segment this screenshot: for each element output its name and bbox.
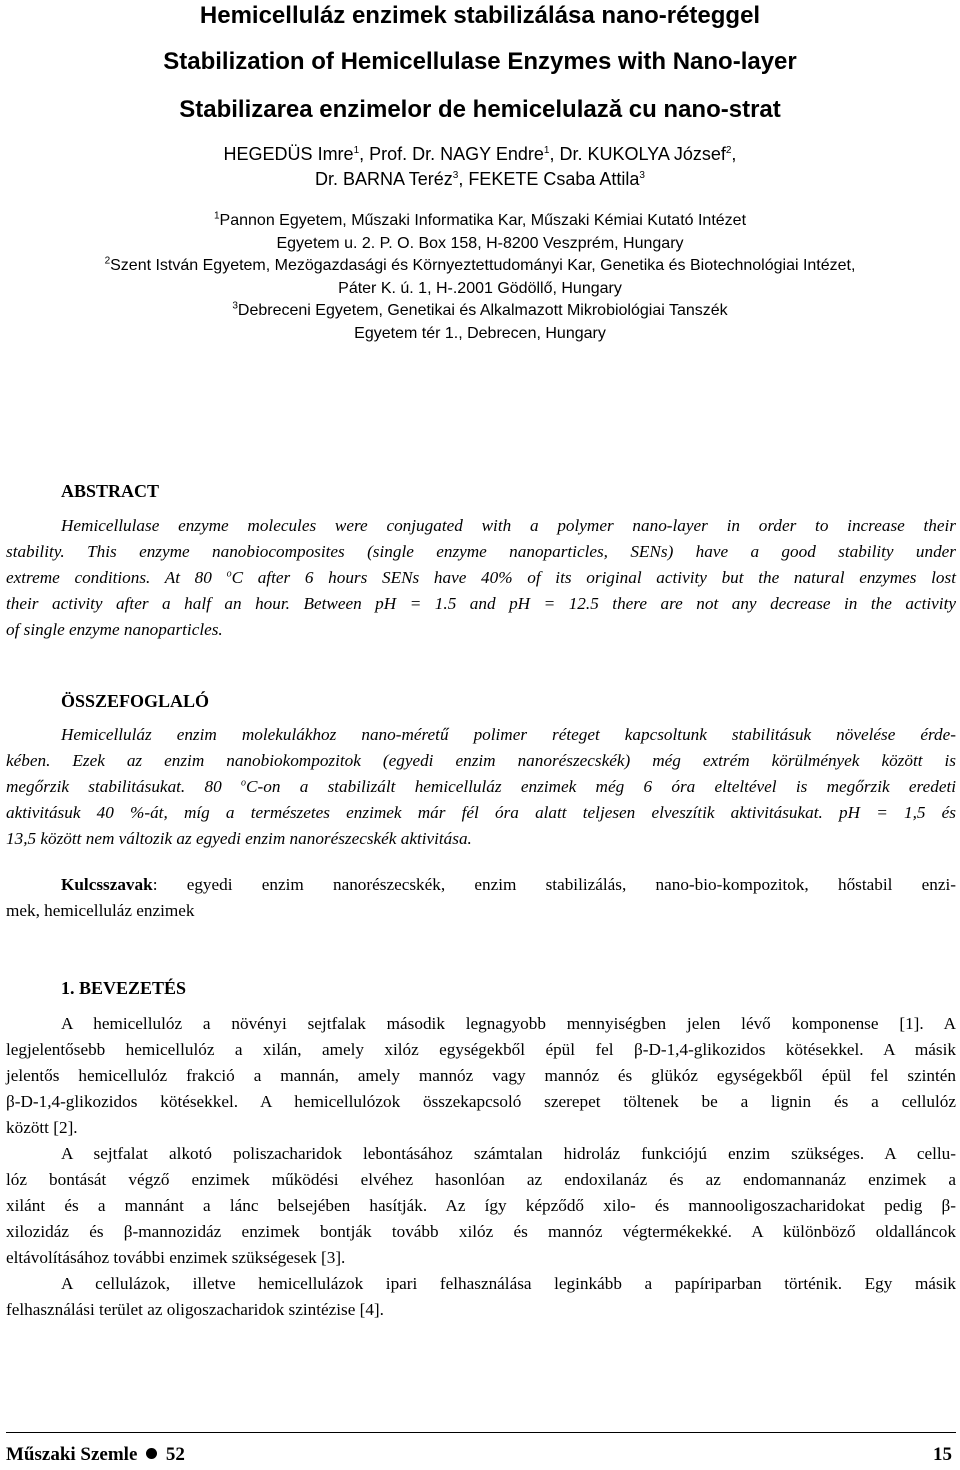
intro-line: jelentős hemicellulóz frakció a mannán, amely mannóz vagy mannóz és glükóz egységekből épül fel szintén xyxy=(6,1066,956,1085)
intro-line: lóz bontását végző enzimek működési elvéhez hasonlóan az endoxilanáz és az endomannanáz enzimek a xyxy=(6,1170,956,1189)
affiliation-1-line-2: Egyetem u. 2. P. O. Box 158, H-8200 Veszprém, Hungary xyxy=(276,234,684,252)
keywords-line xyxy=(6,872,956,898)
journal-issue: 52 xyxy=(165,1444,185,1465)
author-name: , Dr. KUKOLYA József xyxy=(549,144,726,164)
affiliation-marker: 1 xyxy=(543,145,550,156)
affiliation-1-line-1 xyxy=(0,210,960,233)
affiliation-text: Szent István Egyetem, Mezögazdasági és Környeztettudományi Kar, Genetika és Biotechnológiai Intézet, xyxy=(110,257,856,275)
affiliation-3-line-2: Egyetem tér 1., Debrecen, Hungary xyxy=(354,324,606,342)
degree-superscript: o xyxy=(226,568,232,580)
affiliation-2-line-1 xyxy=(0,255,960,278)
affiliation-list xyxy=(0,210,960,346)
keywords-label: Kulcsszavak xyxy=(61,875,153,894)
author-line-1 xyxy=(0,142,960,167)
osszefoglalo-line: 13,5 között nem változik az egyedi enzim nanorészecskék aktivitása. xyxy=(6,829,472,848)
author-name: HEGEDÜS Imre xyxy=(223,144,354,164)
author-list xyxy=(0,142,960,192)
intro-line: A sejtfalat alkotó poliszacharidok lebontásához számtalan hidroláz funkciójú enzim szükséges. A cellu- xyxy=(61,1144,956,1163)
affiliation-marker: 2 xyxy=(104,255,111,267)
osszefoglalo-heading: ÖSSZEFOGLALÓ xyxy=(61,691,210,711)
abstract-line: stability. This enzyme nanobiocomposites (single enzyme nanoparticles, SENs) have a good stability under xyxy=(6,542,956,561)
keywords-line: mek, hemicelluláz enzimek xyxy=(6,901,195,920)
intro-line: β-D-1,4-glikozidos kötésekkel. A hemicellulózok összekapcsoló szerepet töltenek be a lignin és a cellulóz xyxy=(6,1092,956,1111)
affiliation-marker: 2 xyxy=(725,145,732,156)
affiliation-3-line-1 xyxy=(0,300,960,323)
intro-line: xilozidáz és β-mannozidáz enzimek bontják tovább xilóz és mannóz végtermékekké. A különböző oldalláncok xyxy=(6,1222,956,1241)
intro-line: eltávolításához további enzimek szükségesek [3]. xyxy=(6,1248,346,1267)
osszefoglalo-line: kében. Ezek az enzim nanobiokompozitok (egyedi enzim nanorészecskék) még extrém körülmények között is xyxy=(6,751,956,770)
abstract-fragment: extreme conditions. At 80 xyxy=(6,568,227,587)
bullet-icon xyxy=(146,1448,157,1459)
title-romanian: Stabilizarea enzimelor de hemicelulază cu nano-strat xyxy=(179,96,781,123)
author-name: Dr. BARNA Teréz xyxy=(315,169,453,189)
footer-journal xyxy=(6,1444,185,1466)
affiliation-marker: 3 xyxy=(452,170,459,181)
intro-line: között [2]. xyxy=(6,1118,78,1137)
degree-superscript: o xyxy=(241,777,247,789)
title-hungarian: Hemicelluláz enzimek stabilizálása nano-réteggel xyxy=(199,2,761,29)
affiliation-marker: 1 xyxy=(213,210,220,222)
affiliation-marker: 1 xyxy=(353,145,360,156)
abstract-line: their activity after a half an hour. Between pH = 1.5 and pH = 12.5 there are not any decrease in the activity xyxy=(6,594,956,613)
abstract-fragment: C after 6 hours SENs have 40% of its original activity but the natural enzymes lost xyxy=(231,568,956,587)
author-line-2 xyxy=(0,167,960,192)
page-number: 15 xyxy=(933,1444,952,1465)
title-english: Stabilization of Hemicellulase Enzymes with Nano-layer xyxy=(163,48,797,75)
osszefoglalo-fragment: megőrzik stabilitásukat. 80 xyxy=(6,777,242,796)
osszefoglalo-fragment: C-on a stabilizált hemicelluláz enzimek még 6 óra elteltével is megőrzik eredeti xyxy=(246,777,957,796)
intro-line: felhasználási terület az oligoszacharidok szintézise [4]. xyxy=(6,1300,384,1319)
introduction-heading: 1. BEVEZETÉS xyxy=(61,978,187,998)
intro-line: legjelentősebb hemicellulóz a xilán, amely xilóz egységekből épül fel β-D-1,4-glikozidos kötésekkel. A másik xyxy=(6,1040,956,1059)
abstract-line xyxy=(6,565,956,591)
intro-line: xilánt és a mannánt a lánc belsejében hasítják. Az így képződő xilo- és mannooligoszacharidokat pedig β- xyxy=(6,1196,956,1215)
author-name: , Prof. Dr. NAGY Endre xyxy=(359,144,544,164)
keywords-text: : egyedi enzim nanorészecskék, enzim stabilizálás, nano-bio-kompozitok, hőstabil enzi- xyxy=(152,875,956,894)
author-separator: , xyxy=(731,144,737,164)
affiliation-text: Pannon Egyetem, Műszaki Informatika Kar, Műszaki Kémiai Kutató Intézet xyxy=(219,212,747,229)
introduction-text xyxy=(6,1011,956,1323)
osszefoglalo-line: Hemicelluláz enzim molekulákhoz nano-méretű polimer réteget kapcsoltunk stabilitásuk növelése érde- xyxy=(61,725,956,744)
osszefoglalo-line xyxy=(6,774,956,800)
intro-line: A cellulázok, illetve hemicellulázok ipari felhasználása leginkább a papíriparban történik. Egy másik xyxy=(61,1274,956,1293)
journal-name: Műszaki Szemle xyxy=(6,1444,138,1465)
abstract-line: of single enzyme nanoparticles. xyxy=(6,620,223,639)
intro-line: A hemicellulóz a növényi sejtfalak második legnagyobb mennyiségben jelen lévő komponense [1]. A xyxy=(61,1014,956,1033)
abstract-heading: ABSTRACT xyxy=(61,481,160,501)
osszefoglalo-line: aktivitásuk 40 %-át, míg a természetes enzimek már fél óra alatt teljesen elveszítik aktivitásukat. pH = 1,5 és xyxy=(6,803,956,822)
affiliation-marker: 3 xyxy=(639,170,645,181)
affiliation-marker: 3 xyxy=(232,301,238,313)
affiliation-text: Debreceni Egyetem, Genetikai és Alkalmazott Mikrobiológiai Tanszék xyxy=(237,302,728,320)
affiliation-2-line-2: Páter K. ú. 1, H-.2001 Gödöllő, Hungary xyxy=(338,279,622,297)
keywords xyxy=(6,872,956,924)
abstract-line: Hemicellulase enzyme molecules were conjugated with a polymer nano-layer in order to increase their xyxy=(61,516,956,535)
author-name: , FEKETE Csaba Attila xyxy=(458,169,640,189)
footer-divider xyxy=(6,1432,956,1433)
abstract-text xyxy=(6,513,956,643)
osszefoglalo-text xyxy=(6,722,956,852)
